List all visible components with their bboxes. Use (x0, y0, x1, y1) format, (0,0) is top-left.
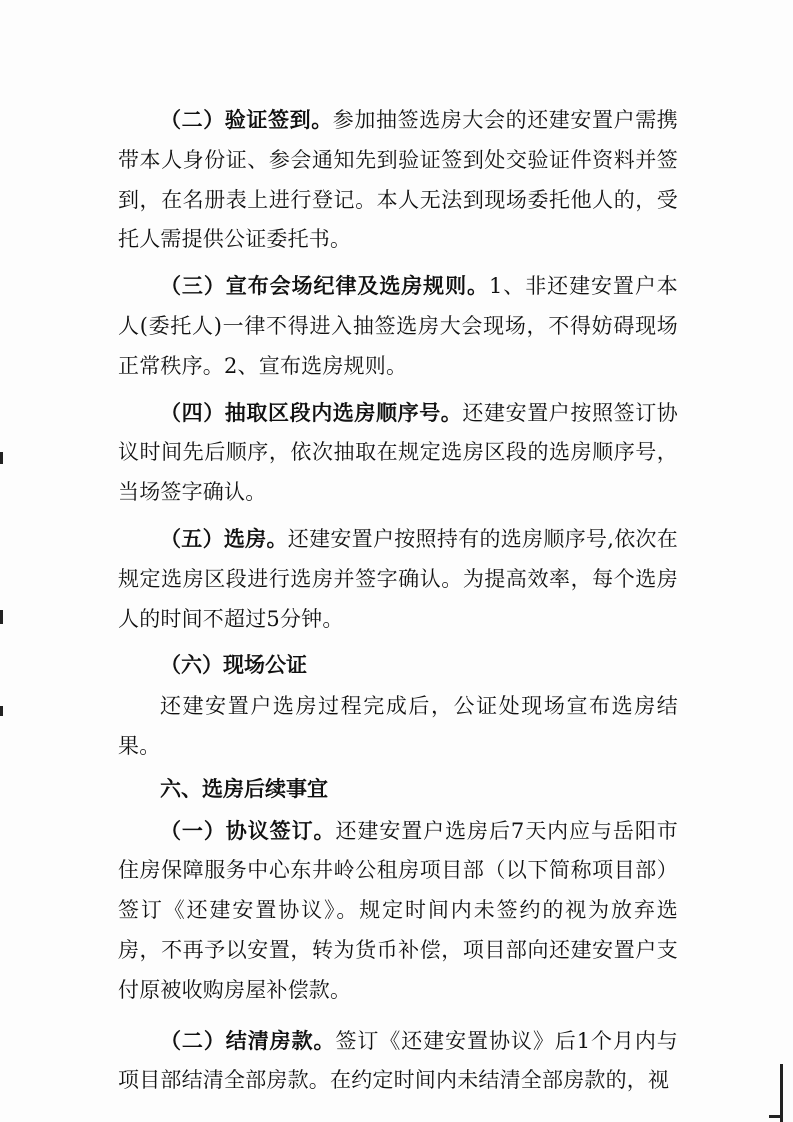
paragraph-announce-rules (118, 266, 678, 386)
paragraph-text: 还建安置户选房过程完成后，公证处现场宣布选房结果。 (118, 694, 678, 758)
paragraph-heading: （一）协议签订。 (160, 817, 336, 843)
scan-edge-mark (0, 706, 3, 716)
scan-corner-mark (780, 1064, 783, 1122)
paragraph-heading: （三）宣布会场纪律及选房规则。 (160, 273, 489, 299)
paragraph-draw-order (118, 393, 678, 513)
paragraph-onsite-notary (118, 645, 678, 685)
paragraph-heading: （六）现场公证 (160, 652, 307, 678)
document-body (118, 100, 678, 1101)
paragraph-notary-text (118, 687, 678, 767)
paragraph-heading: （五）选房。 (160, 525, 288, 551)
paragraph-text: 签订《还建安置协议》后1个月内与项目部结清全部房款。在约定时间内未结清全部房款的，视 (118, 1028, 678, 1093)
paragraph-settle-payment (118, 1021, 678, 1102)
paragraph-text: 1、非还建安置户本人(委托人)一律不得进入抽签选房大会现场，不得妨碍现场正常秩序。2、宣布选房规则。 (118, 274, 678, 378)
scan-edge-mark (0, 610, 3, 624)
paragraph-heading: （四）抽取区段内选房顺序号。 (160, 399, 463, 425)
paragraph-text: 还建安置户按照签订协议时间先后顺序，依次抽取在规定选房区段的选房顺序号，当场签字确认。 (118, 400, 679, 505)
scan-corner-mark (769, 1115, 783, 1118)
paragraph-select-house (118, 519, 678, 639)
section-heading: 六、选房后续事宜 (160, 775, 328, 801)
paragraph-text: 还建安置户按照持有的选房顺序号,依次在规定选房区段进行选房并签字确认。为提高效率，每个选房人的时间不超过5分钟。 (118, 526, 678, 631)
paragraph-agreement-signing (118, 811, 678, 1011)
paragraph-text: 参加抽签选房大会的还建安置户需携带本人身份证、参会通知先到验证签到处交验证件资料并签到，在名册表上进行登记。本人无法到现场委托他人的，受托人需提供公证委托书。 (118, 108, 678, 252)
paragraph-text: 还建安置户选房后7天内应与岳阳市住房保障服务中心东井岭公租房项目部（以下简称项目部）签订《还建安置协议》。规定时间内未签约的视为放弃选房，不再予以安置，转为货币补偿，项目部向还建安置户支付原被收购房屋补偿款。 (118, 818, 678, 1002)
section-heading-followup (118, 769, 678, 809)
paragraph-heading: （二）验证签到。 (160, 107, 333, 132)
paragraph-verify-signin (118, 100, 678, 260)
paragraph-heading: （二）结清房款。 (160, 1027, 336, 1053)
scan-edge-mark (0, 452, 3, 464)
